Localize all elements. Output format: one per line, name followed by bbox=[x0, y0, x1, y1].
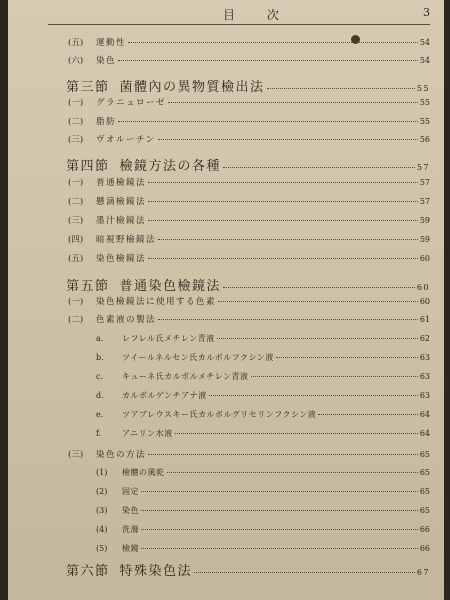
toc-entry-number: (5) bbox=[96, 544, 108, 553]
toc-entry-page: 56 bbox=[419, 135, 430, 144]
toc-entry-page: 60 bbox=[419, 297, 430, 306]
toc-entry-page: 55 bbox=[416, 84, 430, 93]
toc-entry-number: (一) bbox=[68, 98, 84, 108]
toc-entry-title: ヴオルーチン bbox=[96, 135, 156, 145]
toc-entry-number: c. bbox=[96, 372, 104, 381]
toc-entry-title: 懸滴檢鏡法 bbox=[96, 197, 147, 207]
toc-leader-dots bbox=[223, 287, 415, 288]
toc-leader-dots bbox=[223, 167, 415, 168]
toc-entry-number: (4) bbox=[96, 525, 108, 534]
toc-subsection bbox=[68, 115, 430, 127]
toc-subsection bbox=[68, 252, 430, 264]
toc-entry-page: 67 bbox=[416, 568, 430, 577]
toc-leader-dots bbox=[267, 88, 415, 89]
toc-subsection bbox=[68, 448, 430, 460]
toc-entry-page: 66 bbox=[419, 544, 430, 553]
toc-item bbox=[96, 428, 430, 439]
toc-entry-title: 染色 bbox=[96, 56, 117, 66]
toc-entry-title: キューネ氏カルボルメチレン青液 bbox=[122, 372, 249, 381]
toc-entry-title: 染色檢鏡法 bbox=[96, 254, 147, 264]
toc-entry-title: 檢鏡 bbox=[122, 544, 139, 553]
toc-entry-number: f. bbox=[96, 429, 102, 438]
toc-entry-title: レフレル氏メチレン青液 bbox=[122, 334, 215, 343]
toc-item bbox=[96, 505, 430, 516]
toc-leader-dots bbox=[167, 472, 418, 473]
toc-entry-page: 57 bbox=[416, 163, 430, 172]
toc-leader-dots bbox=[141, 491, 418, 492]
toc-subsection bbox=[68, 36, 430, 48]
toc-entry-number: 第四節 bbox=[66, 159, 110, 174]
toc-entry-page: 57 bbox=[419, 197, 430, 206]
toc-entry-number: 第三節 bbox=[66, 80, 110, 95]
toc-entry-title: 檢鏡方法の各種 bbox=[119, 159, 222, 174]
toc-leader-dots bbox=[148, 201, 418, 202]
book-page bbox=[8, 0, 444, 600]
toc-entry-number: (五) bbox=[68, 38, 84, 48]
toc-entry-page: 64 bbox=[419, 429, 430, 438]
toc-entry-page: 60 bbox=[419, 254, 430, 263]
toc-leader-dots bbox=[218, 301, 418, 302]
toc-entry-page: 65 bbox=[419, 487, 430, 496]
toc-item bbox=[96, 524, 430, 535]
toc-subsection bbox=[68, 214, 430, 226]
toc-leader-dots bbox=[118, 60, 418, 61]
toc-leader-dots bbox=[118, 121, 418, 122]
toc-item bbox=[96, 333, 430, 344]
toc-leader-dots bbox=[217, 338, 418, 339]
toc-subsection bbox=[68, 233, 430, 245]
toc-section bbox=[66, 76, 430, 95]
toc-entry-number: e. bbox=[96, 410, 104, 419]
toc-subsection bbox=[68, 295, 430, 307]
toc-leader-dots bbox=[148, 454, 418, 455]
toc-entry-number: (一) bbox=[68, 297, 84, 307]
running-title: 目 次 bbox=[223, 8, 293, 22]
toc-entry-page: 60 bbox=[416, 283, 430, 292]
toc-leader-dots bbox=[141, 510, 418, 511]
toc-entry-number: (3) bbox=[96, 506, 108, 515]
toc-entry-title: 脂肪 bbox=[96, 117, 117, 127]
toc-entry-number: 第六節 bbox=[66, 564, 110, 579]
toc-leader-dots bbox=[128, 42, 418, 43]
toc-leader-dots bbox=[318, 414, 418, 415]
toc-entry-page: 54 bbox=[419, 38, 430, 47]
toc-leader-dots bbox=[251, 376, 418, 377]
toc-entry-number: (1) bbox=[96, 468, 108, 477]
toc-leader-dots bbox=[141, 529, 418, 530]
toc-subsection bbox=[68, 176, 430, 188]
toc-entry-page: 63 bbox=[419, 372, 430, 381]
toc-entry-title: アニリン水液 bbox=[122, 429, 173, 438]
toc-entry-title: ツアプレウスキー氏カルボルグリセリンフクシン液 bbox=[122, 410, 317, 419]
toc-entry-number: (六) bbox=[68, 56, 84, 66]
toc-entry-number: (三) bbox=[68, 216, 84, 226]
toc-entry-page: 65 bbox=[419, 450, 430, 459]
toc-entry-title: 暗視野檢鏡法 bbox=[96, 235, 157, 245]
toc-leader-dots bbox=[148, 182, 418, 183]
toc-entry-page: 65 bbox=[419, 506, 430, 515]
toc-item bbox=[96, 371, 430, 382]
toc-entry-title: 墨汁檢鏡法 bbox=[96, 216, 147, 226]
toc-leader-dots bbox=[276, 357, 418, 358]
toc-entry-page: 63 bbox=[419, 391, 430, 400]
toc-entry-number: (二) bbox=[68, 315, 84, 325]
toc-entry-number: d. bbox=[96, 391, 104, 400]
toc-entry-page: 61 bbox=[419, 315, 430, 324]
toc-entry-title: カルボルゲンチアナ液 bbox=[122, 391, 207, 400]
toc-entry-page: 55 bbox=[419, 98, 430, 107]
toc-entry-page: 57 bbox=[419, 178, 430, 187]
toc-entry-page: 55 bbox=[419, 117, 430, 126]
toc-entry-page: 65 bbox=[419, 468, 430, 477]
toc-entry-title: 洗滌 bbox=[122, 525, 139, 534]
toc-entry-page: 64 bbox=[419, 410, 430, 419]
toc-item bbox=[96, 390, 430, 401]
toc-subsection bbox=[68, 195, 430, 207]
toc-leader-dots bbox=[168, 102, 418, 103]
toc-subsection bbox=[68, 96, 430, 108]
toc-entry-title: 染色 bbox=[122, 506, 139, 515]
toc-leader-dots bbox=[158, 139, 418, 140]
toc-entry-title: 菌體內の異物質檢出法 bbox=[119, 80, 265, 95]
toc-leader-dots bbox=[158, 319, 418, 320]
page-number: 3 bbox=[423, 6, 430, 19]
toc-entry-title: 檢體の風乾 bbox=[122, 468, 165, 477]
toc-entry-number: (二) bbox=[68, 117, 84, 127]
toc-leader-dots bbox=[148, 220, 418, 221]
toc-entry-number: (三) bbox=[68, 135, 84, 145]
toc-entry-page: 63 bbox=[419, 353, 430, 362]
toc-entry-number: a. bbox=[96, 334, 104, 343]
toc-leader-dots bbox=[158, 239, 418, 240]
toc-entry-title: 染色檢鏡法に使用する色素 bbox=[96, 297, 217, 307]
toc-entry-number: (一) bbox=[68, 178, 84, 188]
toc-entry-title: グラニュローゼ bbox=[96, 98, 166, 108]
toc-entry-number: 第五節 bbox=[66, 279, 110, 294]
toc-entry-page: 59 bbox=[419, 235, 430, 244]
toc-entry-title: 普通染色檢鏡法 bbox=[119, 279, 222, 294]
toc-entry-page: 59 bbox=[419, 216, 430, 225]
toc-entry-title: 固定 bbox=[122, 487, 139, 496]
toc-item bbox=[96, 543, 430, 554]
toc-section bbox=[66, 155, 430, 174]
toc-section bbox=[66, 275, 430, 294]
toc-section bbox=[66, 560, 430, 579]
toc-item bbox=[96, 486, 430, 497]
toc-subsection bbox=[68, 313, 430, 325]
toc-item bbox=[96, 352, 430, 363]
header-rule bbox=[48, 24, 430, 25]
toc-entry-number: b. bbox=[96, 353, 104, 362]
toc-leader-dots bbox=[194, 572, 415, 573]
toc-leader-dots bbox=[209, 395, 418, 396]
toc-entry-number: (三) bbox=[68, 450, 84, 460]
toc-leader-dots bbox=[175, 433, 418, 434]
toc-item bbox=[96, 409, 430, 420]
toc-subsection bbox=[68, 133, 430, 145]
toc-entry-title: 特殊染色法 bbox=[119, 564, 193, 579]
toc-entry-page: 66 bbox=[419, 525, 430, 534]
toc-item bbox=[96, 467, 430, 478]
toc-entry-number: (2) bbox=[96, 487, 108, 496]
toc-entry-number: (四) bbox=[68, 235, 84, 245]
toc-entry-title: 色素液の製法 bbox=[96, 315, 157, 325]
toc-entry-title: 普通檢鏡法 bbox=[96, 178, 147, 188]
toc-entry-number: (二) bbox=[68, 197, 84, 207]
toc-entry-page: 62 bbox=[419, 334, 430, 343]
toc-entry-title: ツイールネルセン氏カルボルフクシン液 bbox=[122, 353, 274, 362]
toc-entry-title: 染色の方法 bbox=[96, 450, 147, 460]
page-header bbox=[8, 6, 444, 24]
toc-leader-dots bbox=[141, 548, 418, 549]
toc-subsection bbox=[68, 54, 430, 66]
toc-entry-title: 運動性 bbox=[96, 38, 127, 48]
toc-entry-number: (五) bbox=[68, 254, 84, 264]
toc-leader-dots bbox=[148, 258, 418, 259]
toc-entry-page: 54 bbox=[419, 56, 430, 65]
